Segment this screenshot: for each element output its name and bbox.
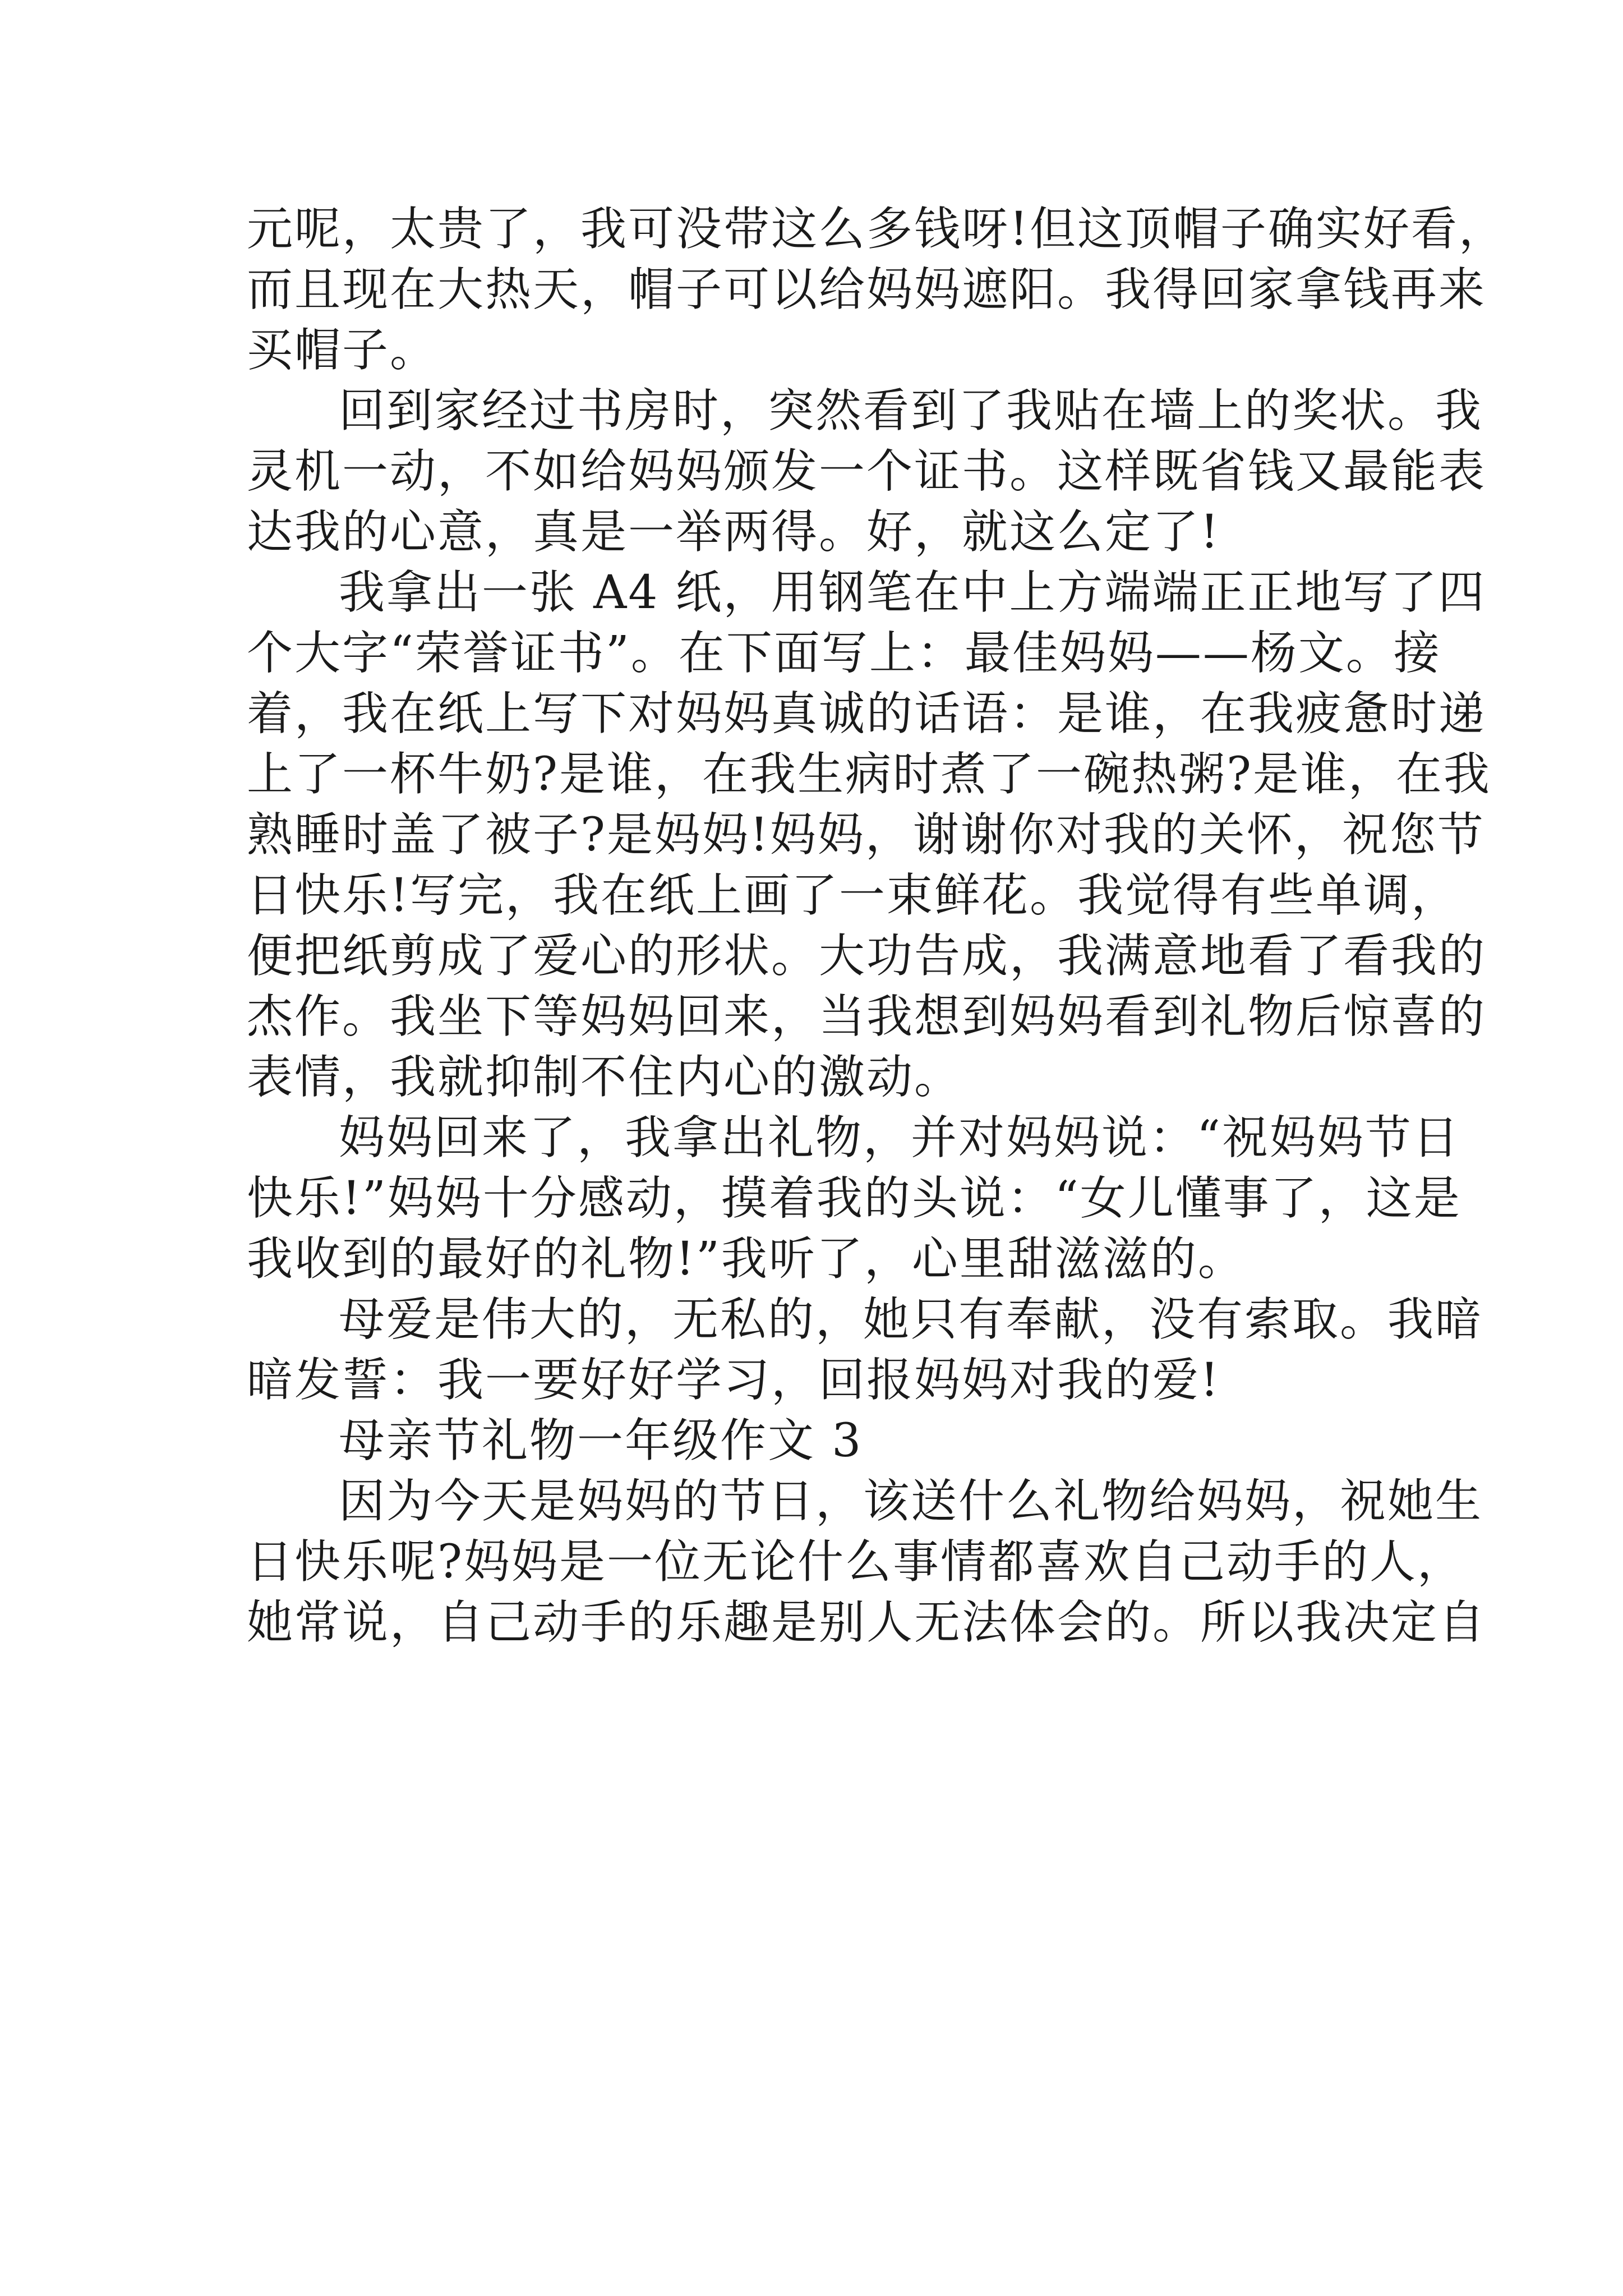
text-line: 妈妈回来了，我拿出礼物，并对妈妈说：“祝妈妈节日 xyxy=(339,1111,1460,1165)
text-line: 熟睡时盖了被子?是妈妈!妈妈，谢谢你对我的关怀，祝您节 xyxy=(247,808,1485,862)
text-line: 而且现在大热天，帽子可以给妈妈遮阳。我得回家拿钱再来 xyxy=(247,263,1487,316)
text-line: 快乐!”妈妈十分感动，摸着我的头说：“女儿懂事了，这是 xyxy=(247,1172,1461,1225)
text-line: 达我的心意，真是一举两得。好，就这么定了! xyxy=(247,505,1220,559)
text-line: 她常说，自己动手的乐趣是别人无法体会的。所以我决定自 xyxy=(247,1596,1487,1649)
paragraph xyxy=(247,1471,1487,1653)
text-line: 灵机一动，不如给妈妈颁发一个证书。这样既省钱又最能表 xyxy=(247,445,1487,498)
text-line: 元呢，太贵了，我可没带这么多钱呀!但这顶帽子确实好看， xyxy=(247,203,1506,256)
text-line: 暗发誓：我一要好好学习，回报妈妈对我的爱! xyxy=(247,1354,1220,1407)
text-line: 表情，我就抑制不住内心的激动。 xyxy=(247,1051,962,1104)
text-line: 个大字“荣誉证书”。在下面写上：最佳妈妈——杨文。接 xyxy=(247,627,1441,680)
text-line: 买帽子。 xyxy=(247,324,438,377)
text-line: 日快乐!写完，我在纸上画了一束鲜花。我觉得有些单调， xyxy=(247,869,1459,922)
text-line: 我拿出一张 A4 纸，用钢笔在中上方端端正正地写了四 xyxy=(339,566,1486,619)
text-line: 因为今天是妈妈的节日，该送什么礼物给妈妈，祝她生 xyxy=(339,1475,1483,1528)
paragraph xyxy=(247,381,1487,563)
paragraph xyxy=(247,1108,1461,1290)
paragraph xyxy=(247,1290,1483,1411)
text-line: 母爱是伟大的，无私的，她只有奉献，没有索取。我暗 xyxy=(339,1293,1483,1346)
text-line: 着，我在纸上写下对妈妈真诚的话语：是谁，在我疲惫时递 xyxy=(247,687,1487,740)
section-heading: 母亲节礼物一年级作文 3 xyxy=(339,1414,863,1467)
text-line: 上了一杯牛奶?是谁，在我生病时煮了一碗热粥?是谁，在我 xyxy=(247,748,1491,801)
text-line: 杰作。我坐下等妈妈回来，当我想到妈妈看到礼物后惊喜的 xyxy=(247,990,1487,1043)
text-line: 回到家经过书房时，突然看到了我贴在墙上的奖状。我 xyxy=(339,384,1483,438)
text-line: 我收到的最好的礼物!”我听了，心里甜滋滋的。 xyxy=(247,1232,1246,1286)
text-line: 便把纸剪成了爱心的形状。大功告成，我满意地看了看我的 xyxy=(247,930,1487,983)
document-body xyxy=(247,199,1506,1653)
text-line: 日快乐呢?妈妈是一位无论什么事情都喜欢自己动手的人， xyxy=(247,1535,1465,1589)
paragraph xyxy=(247,199,1506,381)
paragraph xyxy=(247,563,1491,1108)
